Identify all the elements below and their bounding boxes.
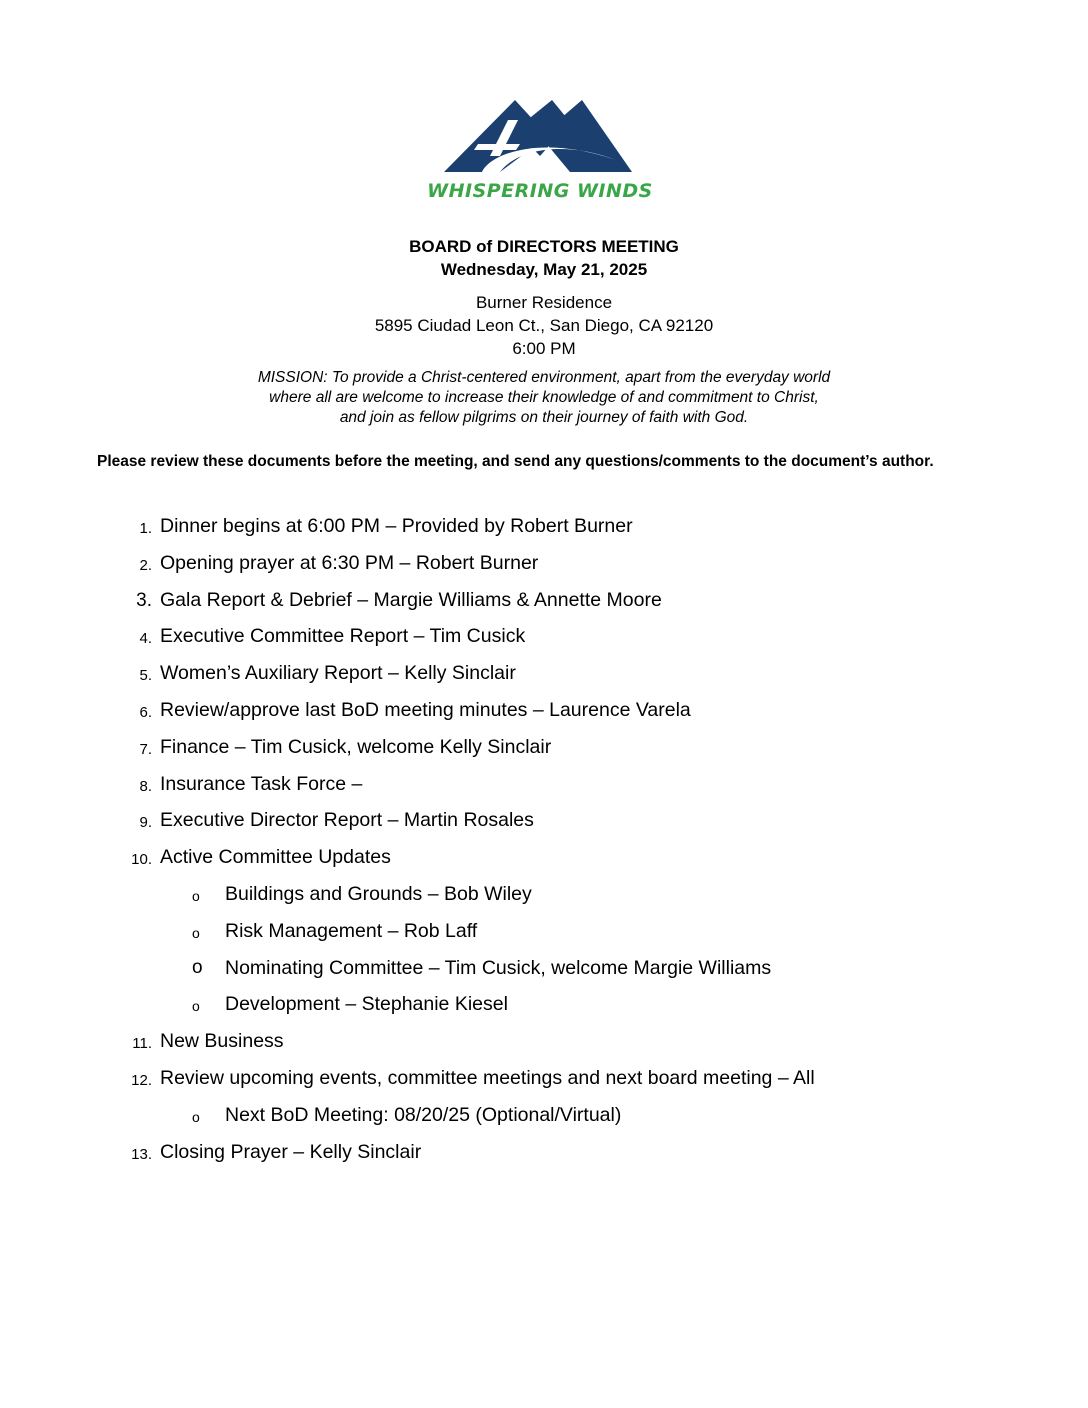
location-name: Burner Residence — [475, 293, 613, 312]
agenda-number: 8. — [139, 778, 152, 795]
whispering-winds-logo — [420, 96, 660, 208]
agenda-subitem — [0, 992, 1088, 1020]
mission-line-3: and join as fellow pilgrims on their journey of faith with God. — [339, 409, 749, 426]
agenda-number: 9. — [139, 814, 152, 831]
agenda-subitem — [0, 956, 1088, 984]
bullet-icon: o — [192, 957, 203, 978]
agenda-item — [0, 514, 1088, 542]
agenda-item — [0, 588, 1088, 616]
agenda-number: 3. — [136, 590, 152, 611]
agenda-text: Gala Report & Debrief – Margie Williams & Annette Moore — [160, 589, 662, 611]
mission-line-1: MISSION: To provide a Christ-centered environment, apart from the everyday world — [257, 369, 831, 386]
meeting-time: 6:00 PM — [512, 339, 576, 358]
agenda-item — [0, 1029, 1088, 1057]
meeting-date: Wednesday, May 21, 2025 — [440, 260, 648, 279]
location-address: 5895 Ciudad Leon Ct., San Diego, CA 92120 — [374, 316, 714, 335]
review-note: Please review these documents before the meeting, and send any questions/comments to the document’s author. — [97, 453, 934, 470]
agenda-text: Active Committee Updates — [160, 846, 391, 868]
agenda-number: 7. — [139, 741, 152, 758]
agenda-text: Insurance Task Force – — [160, 773, 363, 795]
agenda-number: 1. — [139, 520, 152, 537]
agenda-number: 2. — [139, 557, 152, 574]
agenda-item — [0, 1066, 1088, 1094]
agenda-number: 4. — [139, 630, 152, 647]
agenda-text: Review/approve last BoD meeting minutes – Laurence Varela — [160, 699, 691, 721]
agenda-text: New Business — [160, 1030, 284, 1052]
agenda-text: Dinner begins at 6:00 PM – Provided by Robert Burner — [160, 515, 633, 537]
agenda-text: Closing Prayer – Kelly Sinclair — [160, 1141, 422, 1163]
agenda-item — [0, 661, 1088, 689]
agenda-number: 5. — [139, 667, 152, 684]
bullet-icon: o — [192, 888, 200, 904]
agenda-item — [0, 698, 1088, 726]
agenda-number: 13. — [131, 1146, 152, 1163]
agenda-item — [0, 772, 1088, 800]
agenda-number: 12. — [131, 1072, 152, 1089]
meeting-title: BOARD of DIRECTORS MEETING — [409, 237, 679, 256]
agenda-text: Executive Committee Report – Tim Cusick — [160, 625, 526, 647]
agenda-number: 11. — [132, 1035, 152, 1052]
bullet-icon: o — [192, 925, 200, 941]
agenda-item — [0, 808, 1088, 836]
agenda-subitem-text: Nominating Committee – Tim Cusick, welcome Margie Williams — [225, 957, 772, 979]
agenda-item — [0, 1140, 1088, 1168]
agenda-text: Women’s Auxiliary Report – Kelly Sinclair — [160, 662, 516, 684]
agenda-subitem-text: Buildings and Grounds – Bob Wiley — [225, 883, 532, 905]
agenda-subitem-text: Risk Management – Rob Laff — [225, 920, 478, 942]
agenda-subitem — [0, 1103, 1088, 1131]
agenda-subitem — [0, 919, 1088, 947]
agenda-text: Executive Director Report – Martin Rosales — [160, 809, 534, 831]
agenda-number: 10. — [131, 851, 152, 868]
agenda-text: Opening prayer at 6:30 PM – Robert Burner — [160, 552, 539, 574]
agenda-number: 6. — [139, 704, 152, 721]
agenda-subitem-text: Next BoD Meeting: 08/20/25 (Optional/Virtual) — [225, 1104, 622, 1126]
agenda-text: Finance – Tim Cusick, welcome Kelly Sinclair — [160, 736, 552, 758]
mission-line-2: where all are welcome to increase their knowledge of and commitment to Christ, — [269, 389, 819, 406]
agenda-subitem-text: Development – Stephanie Kiesel — [225, 993, 508, 1015]
agenda-item — [0, 845, 1088, 873]
bullet-icon: o — [192, 1109, 200, 1125]
agenda-item — [0, 551, 1088, 579]
agenda-item — [0, 624, 1088, 652]
logo-wordmark: WHISPERING WINDS — [427, 180, 653, 202]
agenda-item — [0, 735, 1088, 763]
mountain-logo-icon — [420, 96, 660, 180]
agenda-subitem — [0, 882, 1088, 910]
agenda-text: Review upcoming events, committee meetings and next board meeting – All — [160, 1067, 815, 1089]
bullet-icon: o — [192, 998, 200, 1014]
